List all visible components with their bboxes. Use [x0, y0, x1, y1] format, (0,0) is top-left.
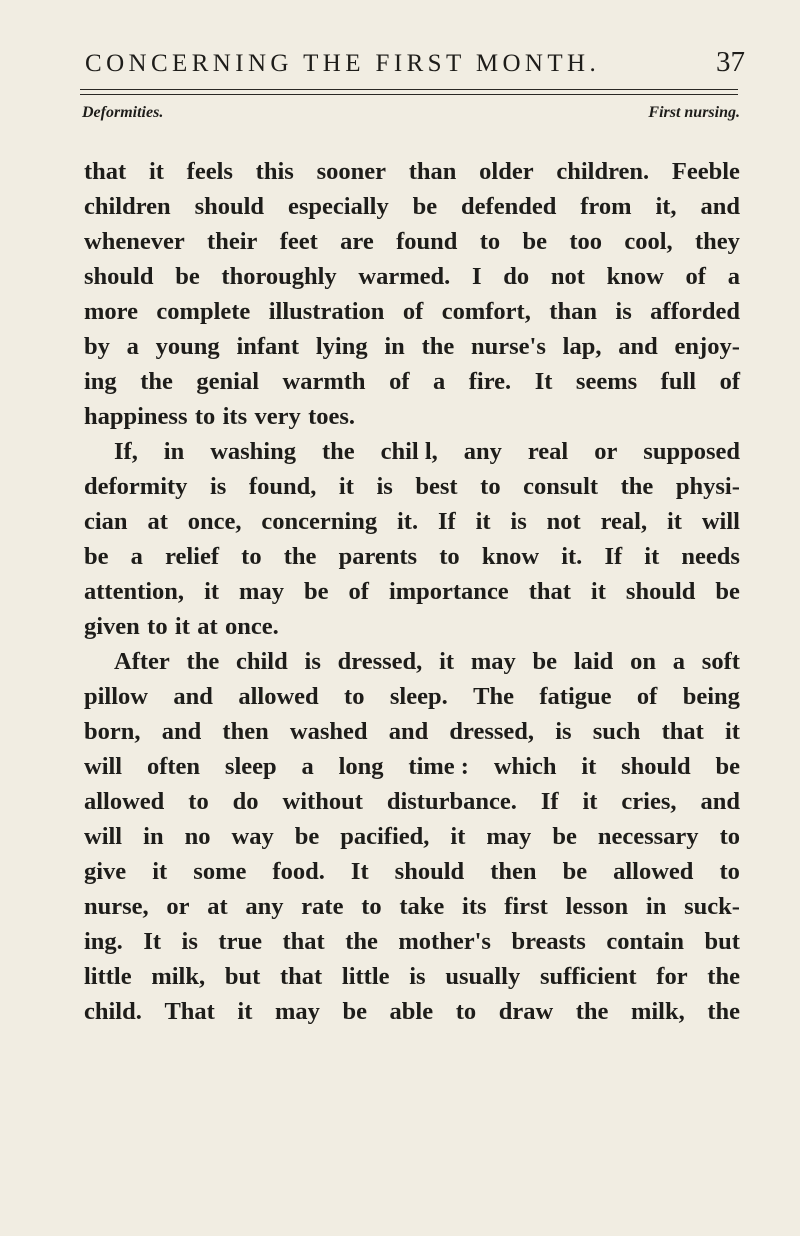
word: sufficient: [539, 963, 637, 990]
word: given: [84, 613, 140, 640]
word: know: [481, 543, 540, 570]
word: very: [254, 403, 301, 430]
text-line: [84, 539, 740, 574]
word: of: [636, 683, 658, 710]
word: is: [615, 298, 632, 325]
word: real: [527, 438, 569, 465]
word: If: [604, 543, 623, 570]
word: no: [184, 823, 211, 850]
word: I: [471, 263, 482, 290]
word: rate: [301, 893, 344, 920]
word: milk,: [151, 963, 206, 990]
word: mother's: [398, 928, 491, 955]
word: it: [725, 718, 740, 745]
text-line: [84, 854, 740, 889]
word: lap,: [562, 333, 602, 360]
word: sleep.: [389, 683, 448, 710]
word: be: [562, 858, 588, 885]
word: child.: [84, 998, 142, 1025]
word: it: [174, 613, 190, 640]
running-title: CONCERNING THE FIRST MONTH.: [85, 50, 601, 77]
word: complete: [156, 298, 251, 325]
word: After: [114, 648, 170, 675]
word: the: [283, 543, 317, 570]
body-text: [84, 154, 740, 1029]
word: the: [707, 998, 740, 1025]
word: enjoy-: [674, 333, 740, 360]
word: is: [304, 648, 321, 675]
word: once.: [225, 613, 279, 640]
word: or: [594, 438, 618, 465]
text-line: [84, 644, 740, 679]
word: seems: [575, 368, 638, 395]
word: may: [486, 823, 532, 850]
text-line: [84, 749, 740, 784]
word: consult: [523, 473, 599, 500]
word: feet: [279, 228, 318, 255]
word: defended: [461, 193, 557, 220]
text-line: [84, 574, 740, 609]
word: breasts: [511, 928, 586, 955]
word: its: [222, 403, 248, 430]
word: in: [645, 893, 667, 920]
word: or: [166, 893, 190, 920]
word: it,: [655, 193, 677, 220]
word: be: [715, 753, 740, 780]
word: toes.: [308, 403, 356, 430]
word: the: [345, 928, 378, 955]
word: that: [661, 718, 704, 745]
word: in: [143, 823, 164, 850]
word: pillow: [84, 683, 148, 710]
word: relief: [165, 543, 220, 570]
word: from: [580, 193, 632, 220]
word: to: [479, 228, 501, 255]
word: more: [84, 298, 138, 325]
word: full: [660, 368, 697, 395]
word: a: [727, 263, 740, 290]
word: young: [155, 333, 220, 360]
text-line: [84, 329, 740, 364]
text-line: [84, 784, 740, 819]
text-line: [84, 819, 740, 854]
word: dressed,: [337, 648, 423, 675]
text-line: [84, 609, 740, 644]
word: is: [555, 718, 572, 745]
word: they: [694, 228, 740, 255]
text-line: [84, 364, 740, 399]
word: which: [493, 753, 557, 780]
text-line: [84, 889, 740, 924]
word: without: [282, 788, 363, 815]
word: suck-: [684, 893, 740, 920]
word: and: [618, 333, 658, 360]
word: warmed.: [358, 263, 451, 290]
word: best: [415, 473, 458, 500]
word: washed: [289, 718, 368, 745]
word: be: [294, 823, 320, 850]
word: children.: [556, 158, 650, 185]
word: but: [224, 963, 261, 990]
word: That: [164, 998, 215, 1025]
word: will: [84, 823, 123, 850]
sidenote-first-nursing: First nursing.: [648, 104, 740, 121]
word: long: [338, 753, 384, 780]
word: to: [361, 893, 382, 920]
word: that: [279, 963, 323, 990]
word: too: [569, 228, 602, 255]
word: draw: [498, 998, 554, 1025]
word: take: [399, 893, 445, 920]
word: of: [685, 263, 706, 290]
word: be: [522, 228, 547, 255]
word: fatigue: [539, 683, 612, 710]
word: warmth: [282, 368, 366, 395]
word: may: [274, 998, 320, 1025]
word: of: [348, 578, 369, 605]
word: a: [126, 333, 139, 360]
word: its: [462, 893, 487, 920]
word: necessary: [597, 823, 699, 850]
word: allowed: [84, 788, 165, 815]
word: that: [282, 928, 325, 955]
word: is: [181, 928, 198, 955]
word: to: [480, 473, 501, 500]
word: lesson: [565, 893, 629, 920]
word: infant: [236, 333, 300, 360]
running-head: [85, 46, 745, 84]
word: any: [245, 893, 284, 920]
text-line: [84, 679, 740, 714]
word: the: [186, 648, 220, 675]
word: and: [173, 683, 213, 710]
word: then: [222, 718, 269, 745]
word: sleep: [224, 753, 277, 780]
text-line: [84, 154, 740, 189]
word: older: [479, 158, 534, 185]
word: be: [552, 823, 577, 850]
word: and: [161, 718, 202, 745]
header-rule: [80, 89, 738, 90]
word: allowed: [613, 858, 694, 885]
word: at: [197, 613, 218, 640]
word: the: [321, 438, 355, 465]
word: illustration: [268, 298, 385, 325]
word: to: [241, 543, 262, 570]
word: it: [439, 648, 455, 675]
word: to: [194, 403, 216, 430]
word: it: [590, 578, 606, 605]
word: parents: [338, 543, 418, 570]
word: the: [620, 473, 654, 500]
word: to: [439, 543, 460, 570]
word: The: [473, 683, 514, 710]
word: will: [84, 753, 123, 780]
word: time :: [408, 753, 469, 780]
word: milk,: [630, 998, 685, 1025]
word: should: [621, 753, 691, 780]
text-line: [84, 434, 740, 469]
word: to: [719, 858, 740, 885]
word: comfort,: [441, 298, 531, 325]
word: it: [666, 508, 682, 535]
word: is: [409, 963, 426, 990]
text-line: [84, 924, 740, 959]
word: but: [704, 928, 740, 955]
word: disturbance.: [386, 788, 517, 815]
word: it: [582, 788, 598, 815]
word: born,: [84, 718, 141, 745]
word: on: [630, 648, 656, 675]
word: to: [188, 788, 209, 815]
word: physi-: [675, 473, 740, 500]
header-rule-thin: [80, 94, 738, 95]
word: it.: [561, 543, 583, 570]
word: the: [707, 963, 740, 990]
word: a: [130, 543, 143, 570]
word: concerning: [261, 508, 378, 535]
word: feels: [186, 158, 233, 185]
word: at: [147, 508, 168, 535]
word: and: [700, 193, 740, 220]
word: a: [301, 753, 314, 780]
text-line: [84, 959, 740, 994]
word: is: [510, 508, 527, 535]
word: attention,: [84, 578, 185, 605]
word: If: [437, 508, 456, 535]
word: If: [540, 788, 559, 815]
word: it: [237, 998, 253, 1025]
word: the: [140, 368, 173, 395]
word: by: [84, 333, 110, 360]
word: It: [350, 858, 369, 885]
word: way: [231, 823, 274, 850]
word: to: [455, 998, 477, 1025]
word: genial: [196, 368, 260, 395]
word: found: [396, 228, 458, 255]
word: give: [84, 858, 127, 885]
word: it: [338, 473, 354, 500]
word: ing.: [84, 928, 123, 955]
word: do: [503, 263, 530, 290]
word: should: [84, 263, 154, 290]
text-line: [84, 469, 740, 504]
word: true: [218, 928, 262, 955]
word: nurse,: [84, 893, 149, 920]
word: If,: [114, 438, 138, 465]
word: supposed: [643, 438, 740, 465]
word: Feeble: [671, 158, 740, 185]
word: are: [340, 228, 374, 255]
word: dressed,: [449, 718, 535, 745]
word: will: [701, 508, 740, 535]
word: it: [644, 543, 660, 570]
word: children: [84, 193, 171, 220]
word: be: [342, 998, 367, 1025]
word: should: [625, 578, 696, 605]
word: for: [656, 963, 688, 990]
word: to: [719, 823, 740, 850]
text-line: [84, 994, 740, 1029]
word: not: [546, 508, 581, 535]
word: cian: [84, 508, 128, 535]
page-number: 37: [716, 46, 745, 78]
word: do: [232, 788, 259, 815]
word: be: [303, 578, 329, 605]
word: in: [163, 438, 185, 465]
word: once,: [187, 508, 242, 535]
word: washing: [210, 438, 296, 465]
word: a: [433, 368, 446, 395]
word: lying: [315, 333, 368, 360]
word: afforded: [650, 298, 740, 325]
word: of: [402, 298, 424, 325]
word: such: [592, 718, 641, 745]
word: chil l,: [380, 438, 438, 465]
word: it: [581, 753, 597, 780]
word: and: [388, 718, 429, 745]
word: needs: [681, 543, 740, 570]
word: sooner: [316, 158, 386, 185]
word: it.: [396, 508, 419, 535]
word: a: [672, 648, 686, 675]
word: and: [700, 788, 740, 815]
word: of: [389, 368, 410, 395]
word: then: [490, 858, 537, 885]
word: fire.: [468, 368, 512, 395]
word: ing: [84, 368, 117, 395]
word: child: [236, 648, 288, 675]
text-line: [84, 294, 740, 329]
word: contain: [606, 928, 684, 955]
word: pacified,: [340, 823, 430, 850]
word: not: [550, 263, 585, 290]
word: be: [175, 263, 200, 290]
word: especially: [287, 193, 389, 220]
word: allowed: [238, 683, 319, 710]
word: in: [384, 333, 405, 360]
word: laid: [573, 648, 614, 675]
word: should: [194, 193, 265, 220]
word: soft: [701, 648, 740, 675]
text-line: [84, 714, 740, 749]
word: may: [239, 578, 284, 605]
word: of: [719, 368, 740, 395]
word: the: [575, 998, 609, 1025]
word: is: [210, 473, 227, 500]
word: it: [475, 508, 491, 535]
word: found,: [248, 473, 317, 500]
word: that: [84, 158, 127, 185]
word: be: [532, 648, 558, 675]
word: at: [207, 893, 228, 920]
word: it: [450, 823, 466, 850]
word: little: [84, 963, 132, 990]
word: be: [84, 543, 109, 570]
word: the: [421, 333, 455, 360]
word: nurse's: [471, 333, 546, 360]
word: able: [389, 998, 434, 1025]
word: it: [148, 158, 164, 185]
word: to: [344, 683, 365, 710]
word: food.: [272, 858, 325, 885]
text-line: [84, 224, 740, 259]
word: deformity: [84, 473, 188, 500]
word: than: [408, 158, 457, 185]
word: It: [534, 368, 553, 395]
word: some: [193, 858, 247, 885]
word: this: [255, 158, 294, 185]
word: it: [204, 578, 220, 605]
word: first: [504, 893, 548, 920]
word: importance: [388, 578, 509, 605]
word: thoroughly: [221, 263, 337, 290]
word: than: [549, 298, 597, 325]
text-line: [84, 399, 740, 434]
word: usually: [445, 963, 521, 990]
word: often: [146, 753, 201, 780]
word: to: [147, 613, 168, 640]
text-line: [84, 189, 740, 224]
text-line: [84, 259, 740, 294]
word: It: [143, 928, 162, 955]
word: that: [528, 578, 571, 605]
text-line: [84, 504, 740, 539]
word: happiness: [84, 403, 188, 430]
word: cool,: [624, 228, 673, 255]
word: may: [470, 648, 516, 675]
word: cries,: [621, 788, 677, 815]
word: real,: [600, 508, 648, 535]
word: be: [412, 193, 438, 220]
word: any: [463, 438, 502, 465]
word: it: [152, 858, 168, 885]
word: be: [715, 578, 740, 605]
word: little: [341, 963, 390, 990]
word: is: [376, 473, 393, 500]
word: whenever: [84, 228, 185, 255]
sidenote-deformities: Deformities.: [82, 104, 164, 121]
word: their: [207, 228, 258, 255]
word: should: [394, 858, 465, 885]
word: being: [682, 683, 740, 710]
word: know: [606, 263, 664, 290]
